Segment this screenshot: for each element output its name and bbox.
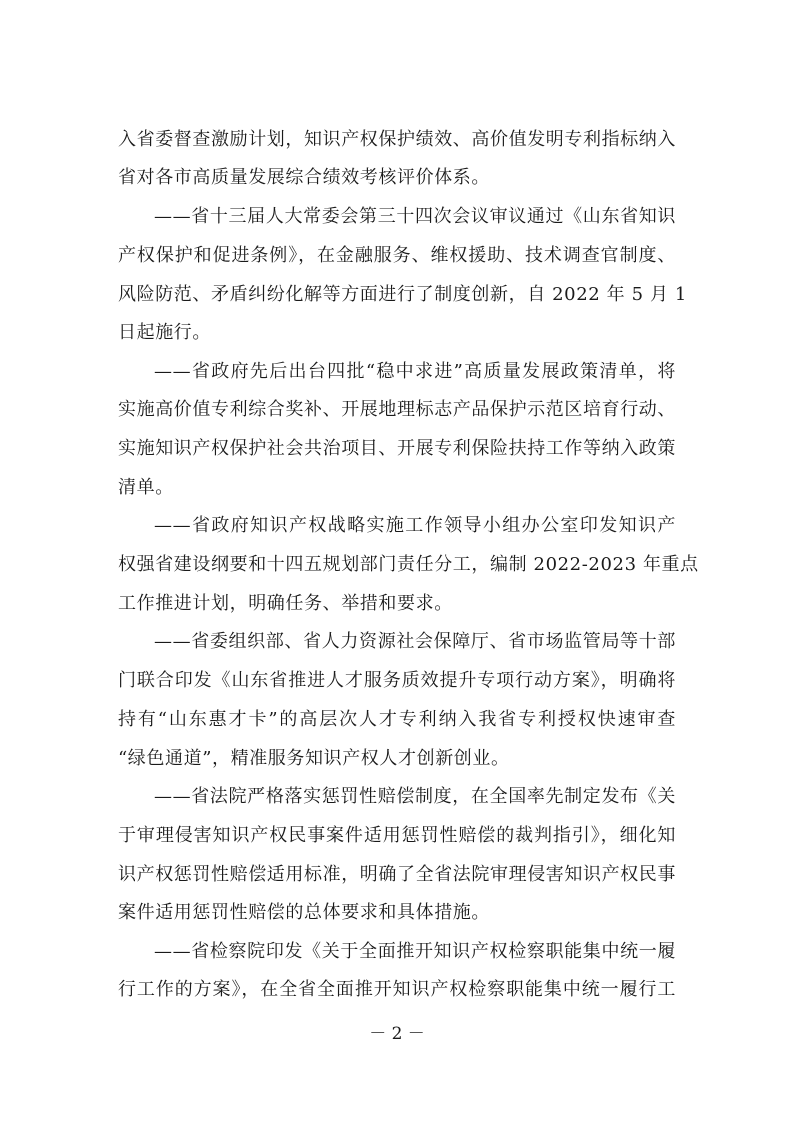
body-text-line: 持有“山东惠才卡”的高层次人才专利纳入我省专利授权快速审查	[118, 709, 676, 730]
body-text-line: 案件适用惩罚性赔偿的总体要求和具体措施。	[118, 902, 490, 923]
body-text-line: “绿色通道”，精准服务知识产权人才创新创业。	[118, 748, 510, 769]
body-text-line: ——省法院严格落实惩罚性赔偿制度，在全国率先制定发布《关	[154, 786, 676, 807]
body-text-line: 入省委督查激励计划，知识产权保护绩效、高价值发明专利指标纳入	[118, 129, 676, 150]
body-text-line: 于审理侵害知识产权民事案件适用惩罚性赔偿的裁判指引》，细化知	[118, 825, 676, 846]
body-text-line: 清单。	[118, 477, 174, 498]
body-text-line: 日起施行。	[118, 322, 211, 343]
body-text-line: 风险防范、矛盾纠纷化解等方面进行了制度创新，自 2022 年 5 月 1	[118, 284, 687, 305]
body-text-line: 省对各市高质量发展综合绩效考核评价体系。	[118, 167, 490, 188]
body-text-line: ——省政府知识产权战略实施工作领导小组办公室印发知识产	[154, 515, 676, 536]
body-text-line: ——省委组织部、省人力资源社会保障厅、省市场监管局等十部	[154, 631, 676, 652]
body-text-line: ——省十三届人大常委会第三十四次会议审议通过《山东省知识	[154, 206, 676, 227]
body-text-line: 工作推进计划，明确任务、举措和要求。	[118, 593, 453, 614]
body-text-line: 实施高价值专利综合奖补、开展地理标志产品保护示范区培育行动、	[118, 399, 676, 420]
body-text-line: 门联合印发《山东省推进人才服务质效提升专项行动方案》，明确将	[118, 670, 676, 691]
body-text-line: 实施知识产权保护社会共治项目、开展专利保险扶持工作等纳入政策	[118, 438, 676, 459]
body-text-line: 识产权惩罚性赔偿适用标准，明确了全省法院审理侵害知识产权民事	[118, 864, 676, 885]
body-text-line: ——省政府先后出台四批“稳中求进”高质量发展政策清单，将	[154, 361, 676, 382]
body-text-line: 权强省建设纲要和十四五规划部门责任分工，编制 2022-2023 年重点	[118, 554, 699, 575]
body-text-line: 行工作的方案》，在全省全面推开知识产权检察职能集中统一履行工	[118, 979, 676, 1000]
page-number: － 2 －	[369, 1024, 425, 1044]
body-text-line: ——省检察院印发《关于全面推开知识产权检察职能集中统一履	[154, 941, 676, 962]
body-text-line: 产权保护和促进条例》，在金融服务、维权援助、技术调查官制度、	[118, 245, 676, 266]
